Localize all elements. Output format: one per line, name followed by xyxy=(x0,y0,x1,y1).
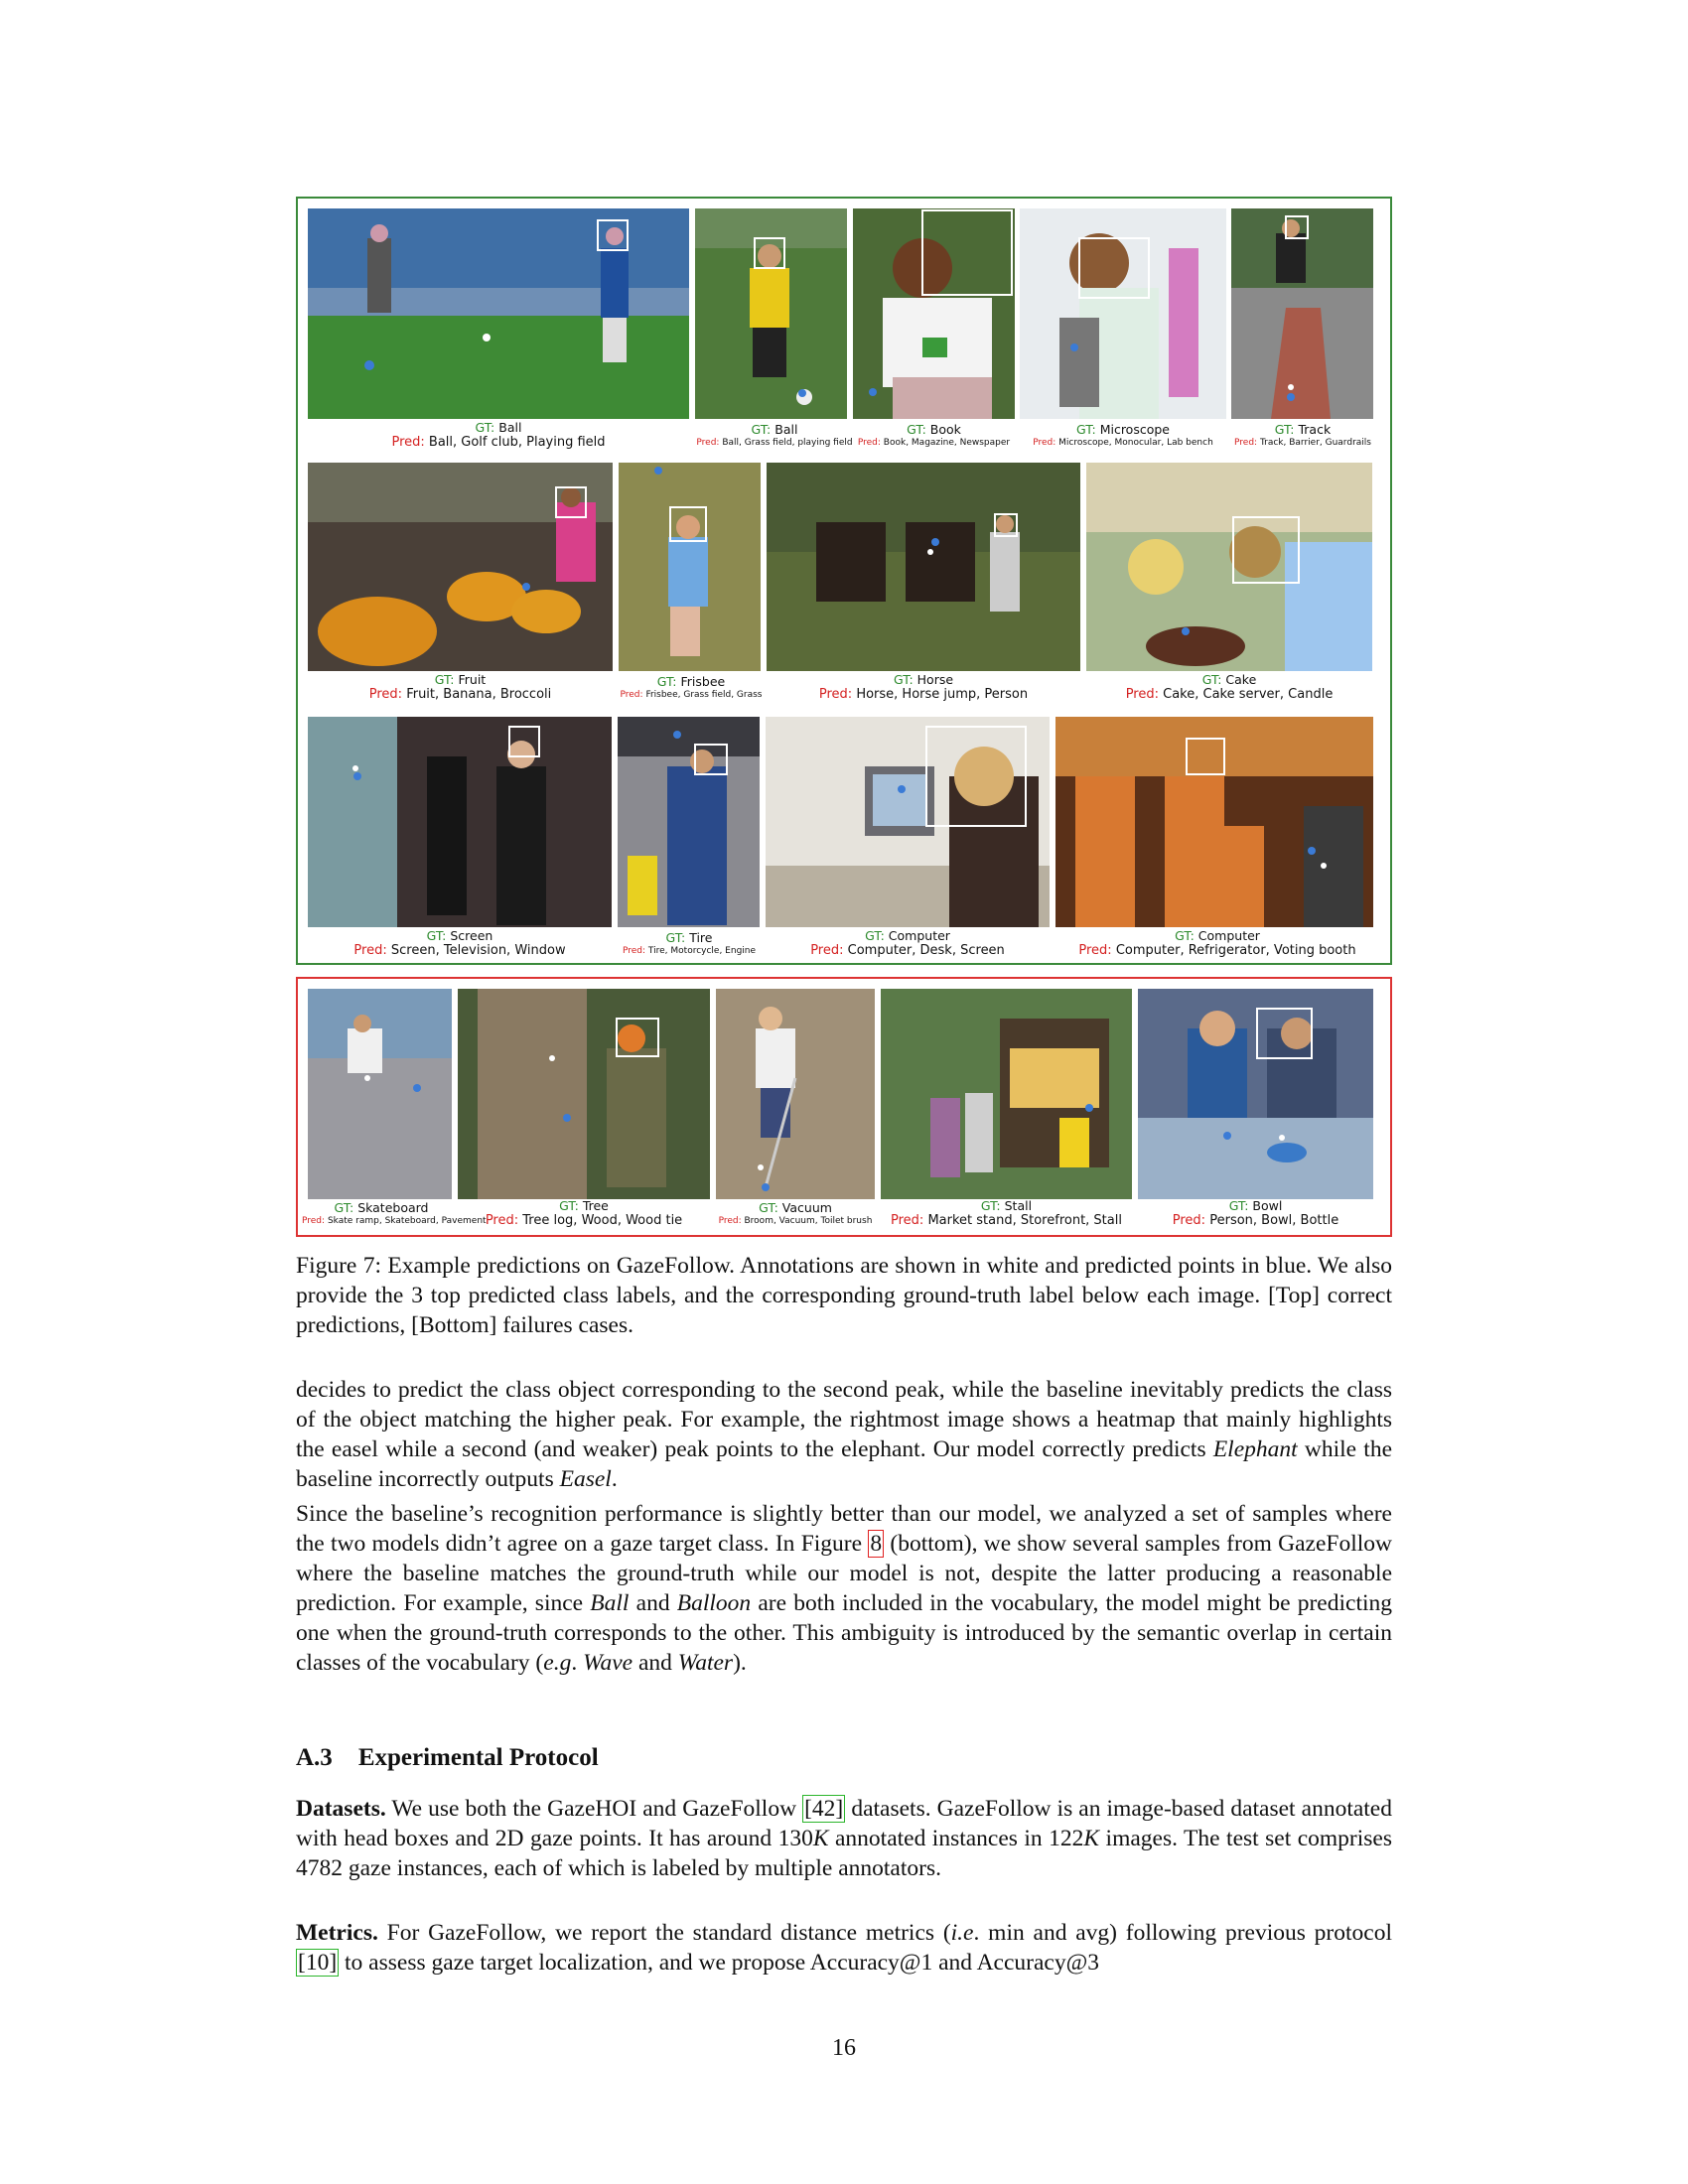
photo-frisbee xyxy=(619,463,761,671)
caption-vacuum: GT: Vacuum Pred: Broom, Vacuum, Toilet brush xyxy=(718,1200,873,1226)
photo-book xyxy=(853,208,1015,419)
section-heading: A.3 Experimental Protocol xyxy=(296,1744,599,1771)
photo-cake xyxy=(1086,463,1372,671)
photo-tree xyxy=(458,989,710,1199)
caption-tree: GT: Tree Pred: Tree log, Wood, Wood tie xyxy=(485,1198,683,1228)
caption-frisbee: GT: Frisbee Pred: Frisbee, Grass field, Grass xyxy=(620,674,763,700)
caption-computer-voting: GT: Computer Pred: Computer, Refrigerator, Voting booth xyxy=(1078,928,1356,958)
paragraph-datasets: Datasets. We use both the GazeHOI and GazeFollow [42] datasets. GazeFollow is an image-based dataset annotated with head boxes and 2D gaze points. It has around 130K annotated instances in 122K images. The test set comprises 4782 gaze instances, each of which is labeled by multiple annotators. xyxy=(296,1796,1392,1881)
caption-track: GT: Track Pred: Track, Barrier, Guardrails xyxy=(1234,422,1371,448)
figure-correct-predictions-frame xyxy=(296,197,1392,965)
caption-cake: GT: Cake Pred: Cake, Cake server, Candle xyxy=(1125,672,1334,702)
photo-bowl xyxy=(1138,989,1373,1199)
caption-horse: GT: Horse Pred: Horse, Horse jump, Person xyxy=(818,672,1029,702)
photo-fruit-market xyxy=(308,463,613,671)
figure-reference-link[interactable]: 8 xyxy=(870,1531,883,1557)
photo-voting xyxy=(1055,717,1373,927)
photo-golf xyxy=(308,208,689,419)
photo-vacuum xyxy=(716,989,875,1199)
photo-stall xyxy=(881,989,1132,1199)
photo-tire xyxy=(618,717,760,927)
figure-caption: Figure 7: Example predictions on GazeFollow. Annotations are shown in white and predicted points in blue. We also provide the 3 top predicted class labels, and the corresponding ground-truth label below each image. [Top] correct predictions, [Bottom] failures cases. xyxy=(296,1253,1392,1338)
paragraph-metrics: Metrics. For GazeFollow, we report the standard distance metrics (i.e. min and avg) following previous protocol [10] to assess gaze target localization, and we propose Accuracy@1 and Accuracy@3 xyxy=(296,1920,1392,1976)
photo-computer-office xyxy=(766,717,1050,927)
caption-soccer: GT: Ball Pred: Ball, Grass field, playing field xyxy=(696,422,853,448)
paragraph-disagreement-analysis: Since the baseline’s recognition performance is slightly better than our model, we analyzed a set of samples where the two models didn’t agree on a gaze target class. In Figure 8 (bottom), we show several samples from GazeFollow where the baseline matches the ground-truth while our model is not, despite the latter producing a reasonable prediction. For example, since Ball and Balloon are both included in the vocabulary, the model might be predicting one when the ground-truth corresponds to the other. This ambiguity is introduced by the semantic overlap in certain classes of the vocabulary (e.g. Wave and Water). xyxy=(296,1501,1393,1676)
caption-tire: GT: Tire Pred: Tire, Motorcycle, Engine xyxy=(622,930,757,956)
caption-fruit: GT: Fruit Pred: Fruit, Banana, Broccoli xyxy=(368,672,552,702)
photo-horses xyxy=(767,463,1080,671)
caption-microscope: GT: Microscope Pred: Microscope, Monocular, Lab bench xyxy=(1033,422,1213,448)
citation-link[interactable]: [42] xyxy=(804,1796,844,1822)
caption-stall: GT: Stall Pred: Market stand, Storefront, Stall xyxy=(891,1198,1122,1228)
citation-link[interactable]: [10] xyxy=(298,1950,338,1976)
caption-bowl: GT: Bowl Pred: Person, Bowl, Bottle xyxy=(1172,1198,1339,1228)
photo-soccer xyxy=(695,208,847,419)
caption-screen: GT: Screen Pred: Screen, Television, Window xyxy=(353,928,566,958)
photo-track xyxy=(1231,208,1373,419)
photo-microscope xyxy=(1020,208,1226,419)
caption-book: GT: Book Pred: Book, Magazine, Newspaper xyxy=(857,422,1011,448)
caption-computer-office: GT: Computer Pred: Computer, Desk, Screen xyxy=(810,928,1005,958)
photo-skateboard xyxy=(308,989,452,1199)
paragraph-peak-analysis: decides to predict the class object corresponding to the second peak, while the baseline inevitably predicts the class of the object matching the higher peak. For example, the rightmost image shows a heatmap that mainly highlights the easel while a second (and weaker) peak points to the elephant. Our model correctly predicts Elephant while the baseline incorrectly outputs Easel. xyxy=(296,1377,1392,1492)
figure-failure-cases-frame xyxy=(296,977,1392,1237)
caption-skateboard: GT: Skateboard Pred: Skate ramp, Skateboard, Pavement xyxy=(302,1200,487,1226)
caption-golf: GT: Ball Pred: Ball, Golf club, Playing field xyxy=(391,420,606,450)
photo-screen xyxy=(308,717,612,927)
page-number: 16 xyxy=(832,2035,856,2061)
